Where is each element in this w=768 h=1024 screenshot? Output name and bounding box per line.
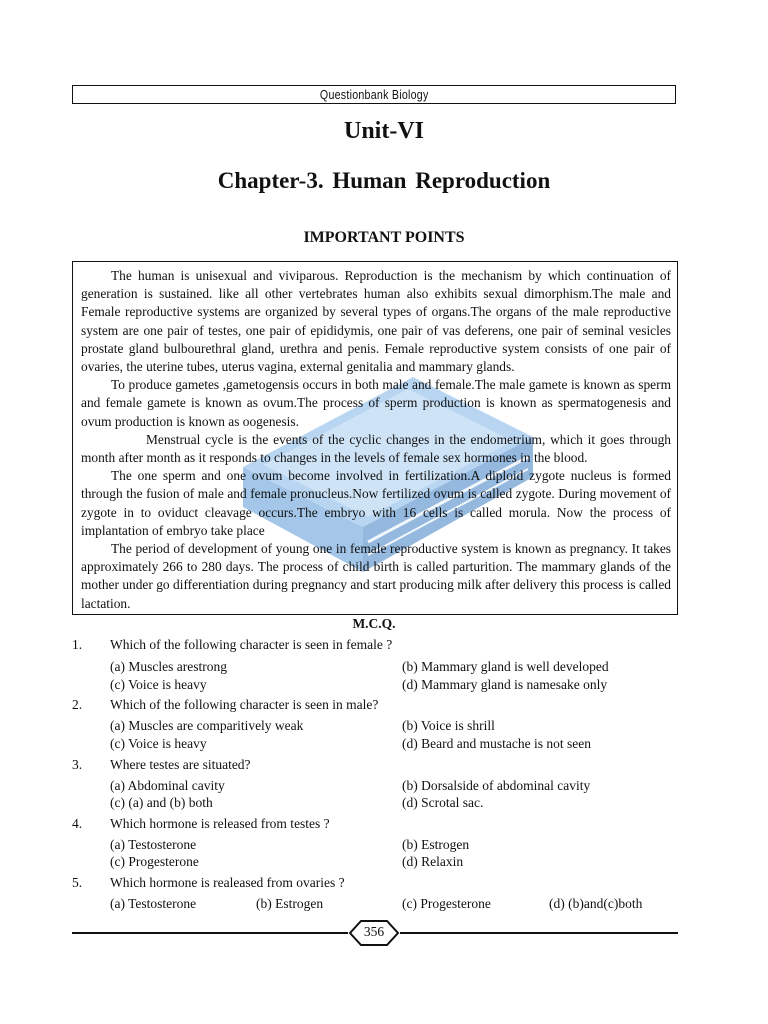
option: (d) Mammary gland is namesake only	[402, 677, 608, 692]
question-number: 4.	[72, 816, 83, 831]
question-text: Which hormone is realeased from ovaries ?	[110, 875, 345, 890]
option: (c) Progesterone	[402, 896, 491, 911]
option: (b) Estrogen	[256, 896, 324, 911]
question-text: Which of the following character is seen in male?	[110, 697, 379, 712]
unit-title: Unit-VI	[343, 118, 424, 144]
point-paragraph: The human is unisexual and viviparous. Reproduction is the mechanism by which continuation of generation is sustained. like all other vertebrates human also exhibits sexual dimorphism.The male and Female reproductive systems are organized by several types of organs.The organs of the male reproductive system are one pair of testes, one pair of epididymis, one pair of vas deferens, one pair of seminal vesicles prostate gland bulbourethral gland, urethra and penis. Female reproductive system consists of one pair of ovaries, the uterine tubes, uterus vagina, external genitalia and mammary glands.	[81, 268, 671, 375]
important-points-box	[72, 261, 678, 615]
option: (a) Abdominal cavity	[110, 778, 225, 793]
footer-rule-right	[400, 932, 678, 934]
option: (a) Muscles are comparitively weak	[110, 718, 304, 733]
point-paragraph: To produce gametes ,gametogensis occurs in both male and female.The male gamete is known as sperm and female gamete is known as ovum.The process of sperm production is known as spermatogenesis and ovum production is known as oogenesis.	[81, 377, 671, 429]
question-text: Where testes are situated?	[110, 757, 251, 772]
option: (c) Voice is heavy	[110, 736, 207, 751]
question-number: 2.	[72, 697, 83, 712]
option: (b) Voice is shrill	[402, 718, 495, 733]
mcq-title: M.C.Q.	[352, 616, 396, 631]
question-text: Which hormone is released from testes ?	[110, 816, 330, 831]
option: (a) Muscles arestrong	[110, 659, 227, 674]
option: (d) Beard and mustache is not seen	[402, 736, 591, 751]
option: (c) Progesterone	[110, 854, 199, 869]
point-paragraph: The period of development of young one in female reproductive system is known as pregnancy. It takes approximately 266 to 280 days. The process of child birth is called parturition. The mammary glands of the mother under go differentiation during pregnancy and start producing milk after delivery this process is called lactation.	[81, 541, 671, 611]
running-header	[72, 85, 676, 104]
section-title: IMPORTANT POINTS	[303, 229, 465, 246]
question-text: Which of the following character is seen in female ?	[110, 637, 393, 652]
option: (a) Testosterone	[110, 837, 197, 852]
option: (c) Voice is heavy	[110, 677, 207, 692]
footer-rule-left	[72, 932, 348, 934]
option: (d) Relaxin	[402, 854, 464, 869]
question-number: 3.	[72, 757, 83, 772]
question-number: 1.	[72, 637, 83, 652]
option: (b) Dorsalside of abdominal cavity	[402, 778, 591, 793]
option: (c) (a) and (b) both	[110, 795, 213, 810]
point-paragraph: The one sperm and one ovum become involved in fertilization.A diploid zygote nucleus is formed through the fusion of male and female pronucleus.Now fertilized ovum is called zygote. During movement of zygote in to oviduct cleavage occurs.The embryo with 16 cells is called morula. Now the process of implantation of embryo take place	[81, 468, 671, 538]
option: (b) Mammary gland is well developed	[402, 659, 609, 674]
chapter-title: Chapter-3. Human Reproduction	[217, 168, 551, 193]
point-paragraph: Menstrual cycle is the events of the cyclic changes in the endometrium, which it goes through month after month as it responds to changes in the levels of female sex hormones in the blood.	[81, 431, 671, 466]
option: (d) Scrotal sac.	[402, 795, 484, 810]
header-label: Questionbank Biology	[319, 87, 429, 102]
page-number: 356	[363, 924, 385, 939]
option: (d) (b)and(c)both	[549, 896, 643, 911]
question-number: 5.	[72, 875, 83, 890]
option: (a) Testosterone	[110, 896, 197, 911]
option: (b) Estrogen	[402, 837, 470, 852]
